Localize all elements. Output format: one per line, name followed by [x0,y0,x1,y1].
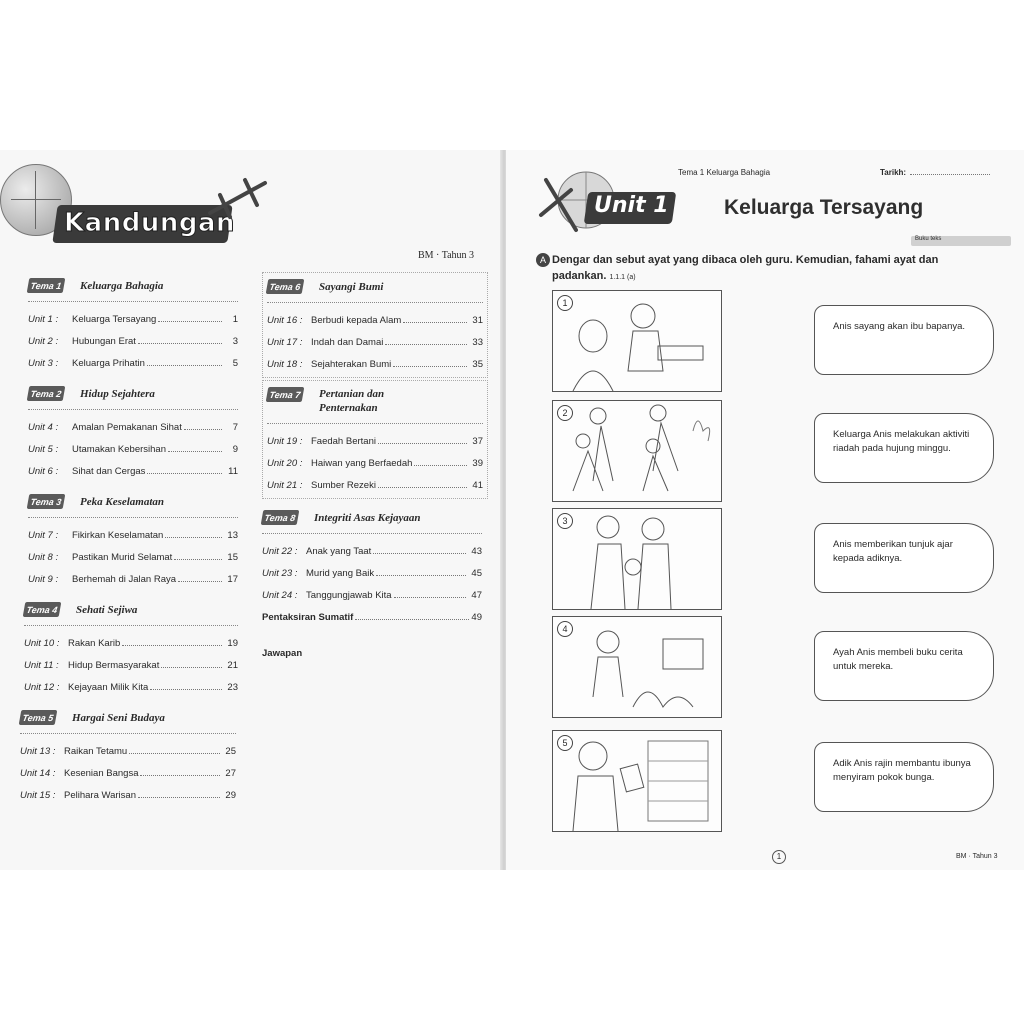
toc-row: Unit 24 : Tanggungjawab Kita 47 [262,589,482,601]
toc-row: Unit 2 : Hubungan Erat 3 [28,335,238,347]
toc-row: Unit 7 : Fikirkan Keselamatan 13 [28,529,238,541]
toc-row-jawapan: Jawapan [262,648,303,659]
contents-title: Kandungan [64,208,235,238]
toc-row: Unit 1 : Keluarga Tersayang 1 [28,313,238,325]
sentence-card: Anis memberikan tunjuk ajar kepada adiknya. [814,523,994,593]
book-spread [0,150,1024,870]
contents-page [0,150,502,870]
tema-title: Hidup Sejahtera [80,387,155,400]
toc-row: Unit 19 : Faedah Bertani 37 [267,435,483,447]
toc-row: Unit 4 : Amalan Pemakanan Sihat 7 [28,421,238,433]
date-field: Tarikh: [880,168,1000,177]
toc-row-pentaksiran: Pentaksiran Sumatif 49 [262,612,482,623]
toc-row: Unit 13 : Raikan Tetamu 25 [20,745,236,757]
tema-5-section [20,710,236,806]
toc-row: Unit 20 : Haiwan yang Berfaedah 39 [267,457,483,469]
toc-row: Unit 17 : Indah dan Damai 33 [267,336,483,348]
toc-row: Unit 15 : Pelihara Warisan 29 [20,789,236,801]
sentence-card: Keluarga Anis melakukan aktiviti riadah pada hujung minggu. [814,413,994,483]
picture-5: 5 [552,730,722,832]
family-reading-illustration [553,291,721,391]
tema-title: Sayangi Bumi [319,280,384,293]
toc-row: Unit 6 : Sihat dan Cergas 11 [28,465,238,477]
family-jogging-illustration [553,401,721,501]
toc-row: Unit 8 : Pastikan Murid Selamat 15 [28,551,238,563]
page-title: Keluarga Tersayang [724,196,924,219]
tema-badge: Tema 7 [266,387,305,402]
picture-4: 4 [552,616,722,718]
toc-row: Unit 21 : Sumber Rezeki 41 [267,479,483,491]
textbook-tag: Buku teks [911,236,1011,246]
tema-4-section [24,602,238,698]
toc-row: Unit 16 : Berbudi kepada Alam 31 [267,314,483,326]
tema-title: Sehati Sejiwa [76,603,138,616]
page-number: 1 [772,850,786,864]
picture-2: 2 [552,400,722,502]
tema-2-section [28,386,238,482]
tema-badge: Tema 2 [27,386,66,401]
picture-3: 3 [552,508,722,610]
tema-badge: Tema 5 [19,710,58,725]
toc-row: Unit 22 : Anak yang Taat 43 [262,545,482,557]
toc-row: Unit 5 : Utamakan Kebersihan 9 [28,443,238,455]
toc-row: Unit 12 : Kejayaan Milik Kita 23 [24,681,238,693]
toc-row: Unit 9 : Berhemah di Jalan Raya 17 [28,573,238,585]
toc-row: Unit 18 : Sejahterakan Bumi 35 [267,358,483,370]
subject-year-label: BM · Tahun 3 [418,250,475,261]
toc-row: Unit 3 : Keluarga Prihatin 5 [28,357,238,369]
father-bookshop-illustration [553,731,721,831]
airplane-icon [205,175,275,220]
tema-8-section [262,510,482,606]
subject-year-footer: BM · Tahun 3 [956,853,998,860]
tema-badge: Tema 6 [266,279,305,294]
instruction-text: Dengar dan sebut ayat yang dibaca oleh guru. Kemudian, fahami ayat dan padankan. 1.1.1 (a) [552,254,939,282]
toc-row: Unit 10 : Rakan Karib 19 [24,637,238,649]
tema-title: Integriti Asas Kejayaan [314,511,421,524]
tema-title: Keluarga Bahagia [80,279,164,292]
tema-title: Pertanian dan Penternakan [319,388,385,414]
sentence-card: Adik Anis rajin membantu ibunya menyiram pokok bunga. [814,742,994,812]
sentence-card: Anis sayang akan ibu bapanya. [814,305,994,375]
boy-watering-plants-illustration [553,617,721,717]
tema-title: Peka Keselamatan [80,495,165,508]
tema-label: Tema 1 Keluarga Bahagia [678,168,771,177]
toc-row: Unit 14 : Kesenian Bangsa 27 [20,767,236,779]
sentence-card: Ayah Anis membeli buku cerita untuk mereka. [814,631,994,701]
parents-child-illustration [553,509,721,609]
toc-row: Unit 11 : Hidup Bermasyarakat 21 [24,659,238,671]
picture-1: 1 [552,290,722,392]
tema-badge: Tema 1 [27,278,66,293]
tema-badge: Tema 3 [27,494,66,509]
tema-6-section [262,272,488,378]
tema-title: Hargai Seni Budaya [72,711,165,724]
tema-1-section [28,278,238,374]
toc-row: Unit 23 : Murid yang Baik 45 [262,567,482,579]
tema-7-section [262,380,488,499]
unit-1-page [506,150,1024,870]
tema-3-section [28,494,238,590]
tema-badge: Tema 4 [23,602,62,617]
section-a-icon: A [536,253,550,267]
unit-badge: Unit 1 [594,193,669,218]
tema-badge: Tema 8 [261,510,300,525]
